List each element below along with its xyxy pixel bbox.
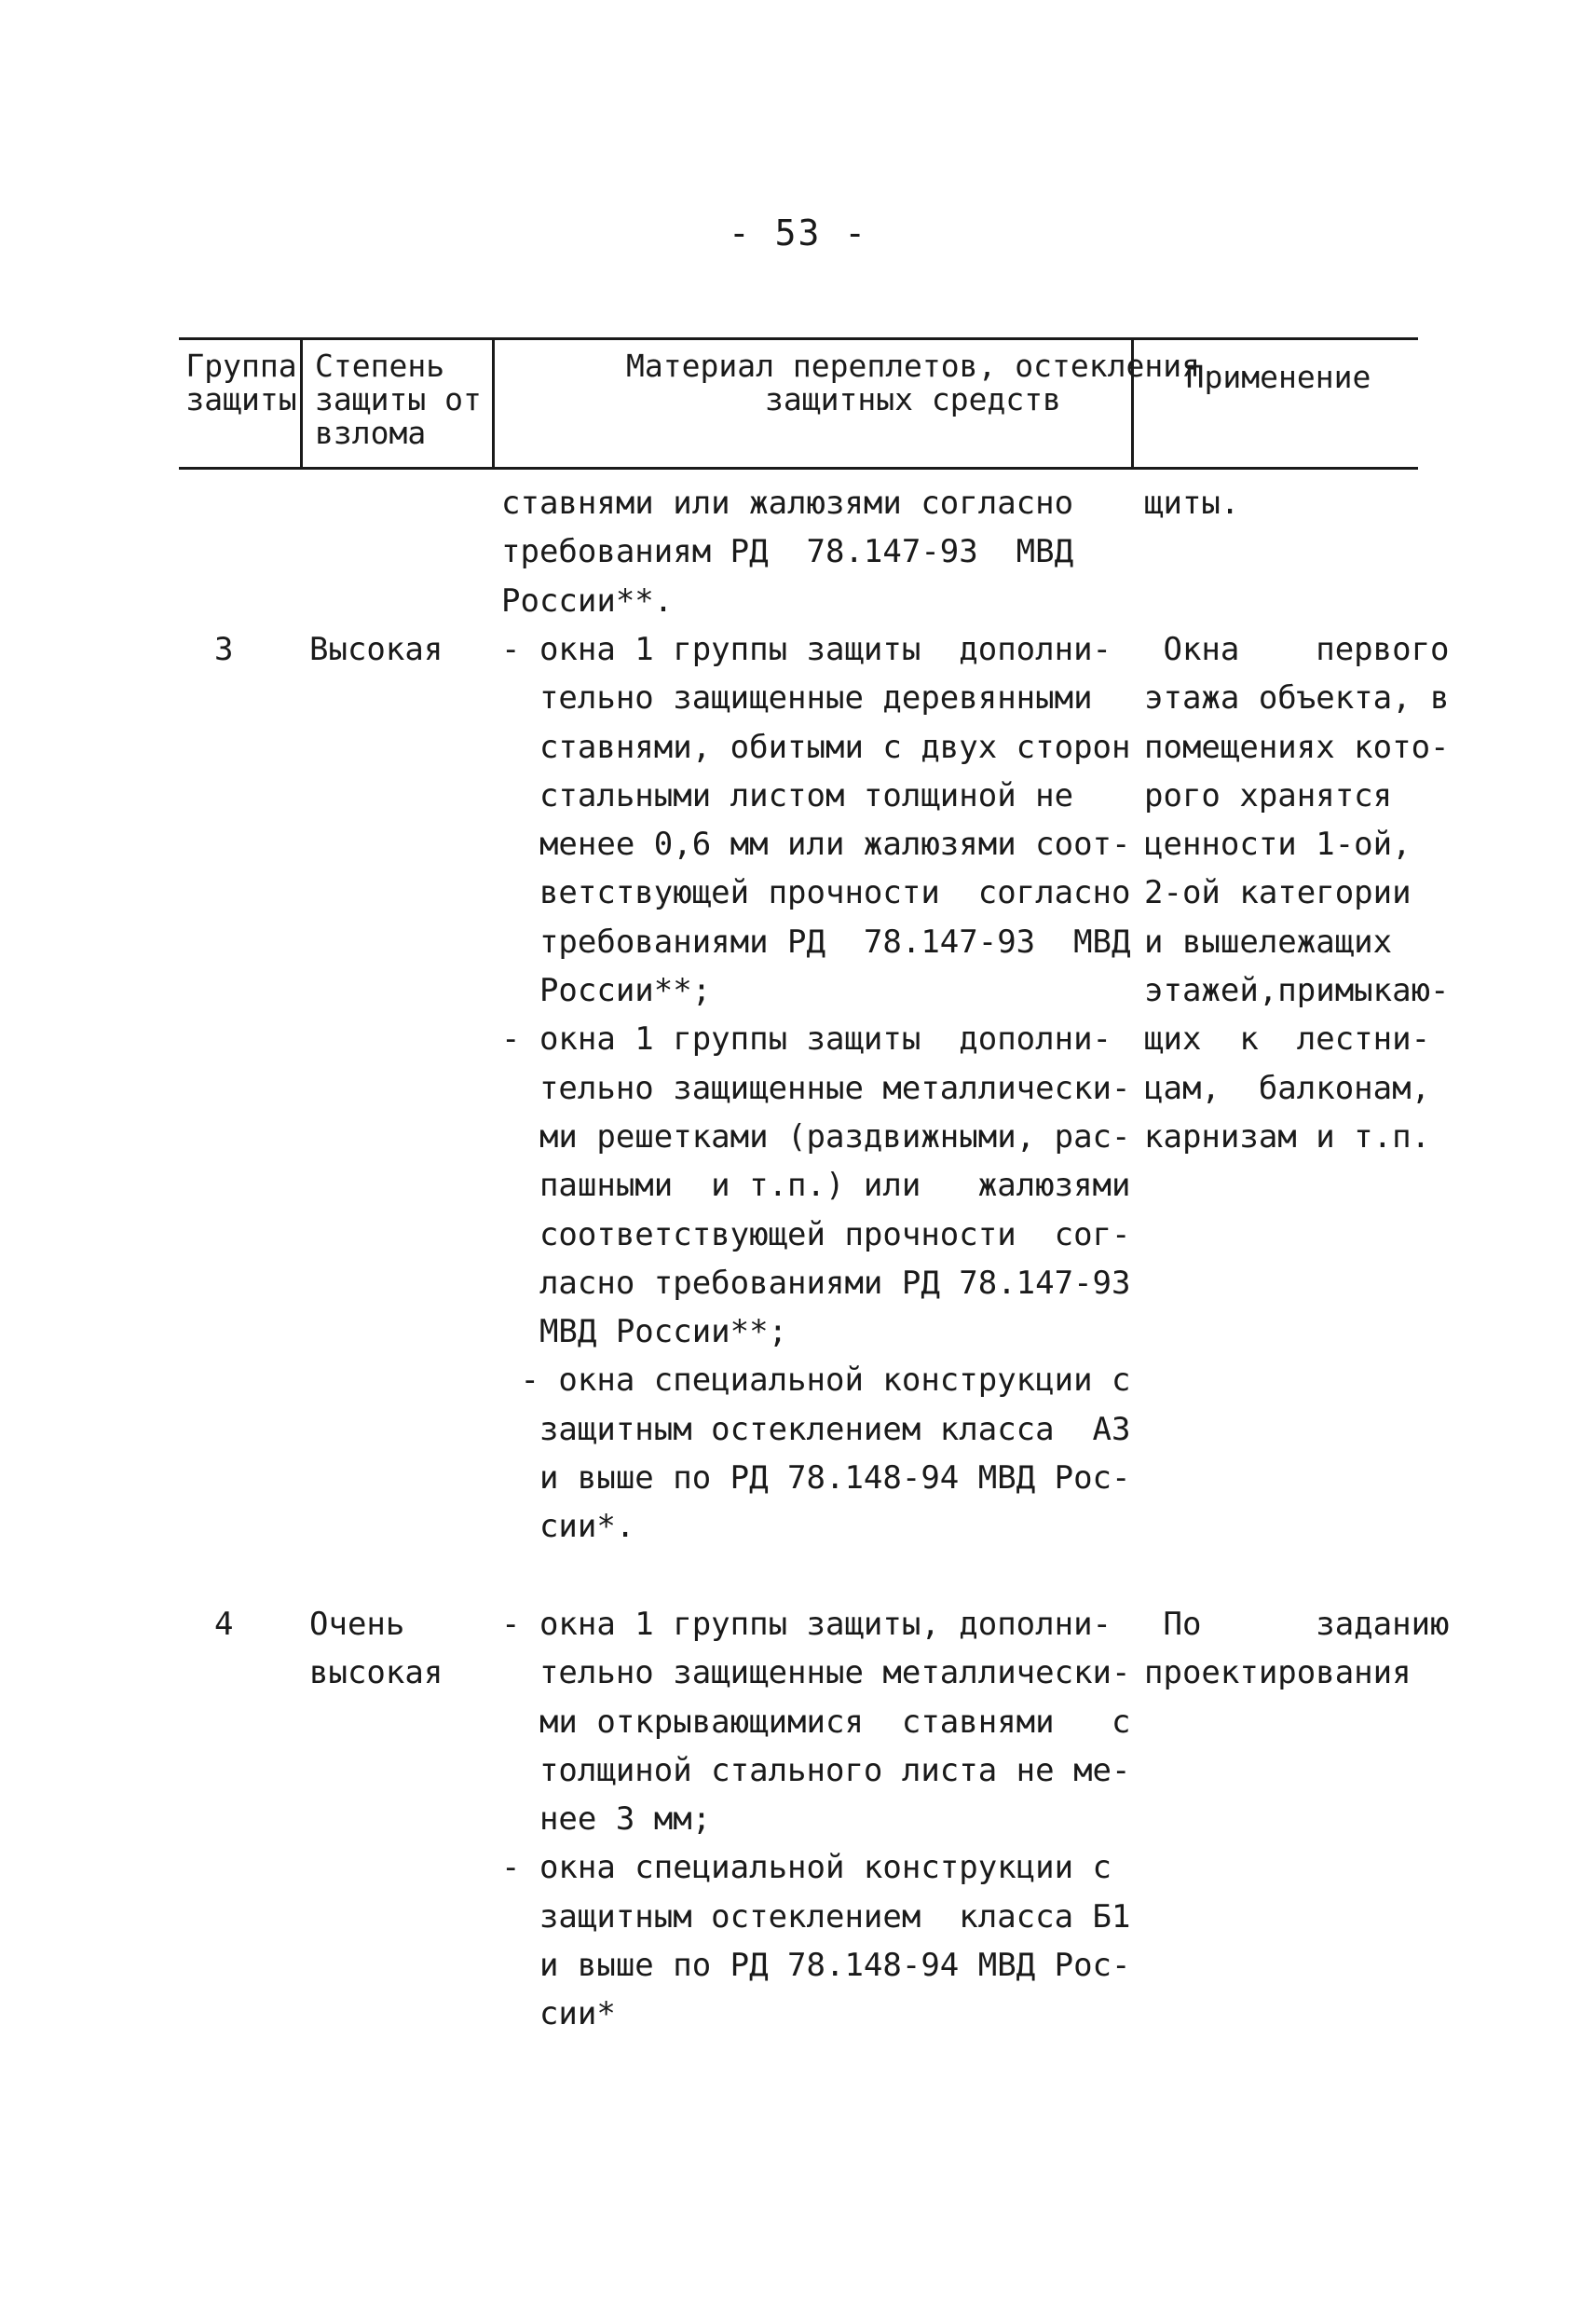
page-number: - 53 - xyxy=(728,212,868,253)
table-row-degree: Очень высокая xyxy=(309,1606,443,1692)
header-use: Применение xyxy=(1185,359,1371,395)
table-row-group: 3 xyxy=(214,631,234,668)
table-row-material: - окна 1 группы защиты, дополни- тельно защищенные металлически- ми открывающимися ставнями с толщиной стального листа не ме- нее 3 мм; - окна специальной конструкции с защитным остеклением класса Б1 и выше по РД 78.148-94 МВД Рос- сии* xyxy=(501,1606,1131,2033)
table-header xyxy=(179,337,1418,470)
header-group: Группа защиты xyxy=(185,348,297,417)
continuation-use: щиты. xyxy=(1144,485,1240,522)
continuation-material: ставнями или жалюзями согласно требованиям РД 78.147-93 МВД России**. xyxy=(501,485,1074,620)
table-row-degree: Высокая xyxy=(309,631,443,668)
table-row-material: - окна 1 группы защиты дополни- тельно защищенные деревянными ставнями, обитыми с двух сторон стальными листом толщиной не менее 0,6 мм или жалюзями соот- ветствующей прочности согласно требованиями РД 78.147-93 МВД России**; - окна 1 группы защиты дополни- тельно защищенные металлически- ми решетками (раздвижными, рас- пашными и т.п.) или жалюзями соответствующей прочности сог- ласно требованиями РД 78.147-93 МВД России**; - окна специальной конструкции с защитным остеклением класса А3 и выше по РД 78.148-94 МВД Рос- сии*. xyxy=(501,631,1131,1546)
table-row-group: 4 xyxy=(214,1606,234,1643)
header-material: Материал переплетов, остекления защитных средств xyxy=(626,348,1200,417)
table-row-use: Окна первого этажа объекта, в помещениях кото- рого хранятся ценности 1-ой, 2-ой категории и вышележащих этажей,примыкаю- щих к лестни- цам, балконам, карнизам и т.п. xyxy=(1144,631,1450,1156)
header-degree: Степень защиты от взлома xyxy=(315,348,482,451)
table-row-use: По заданию проектирования xyxy=(1144,1606,1450,1692)
